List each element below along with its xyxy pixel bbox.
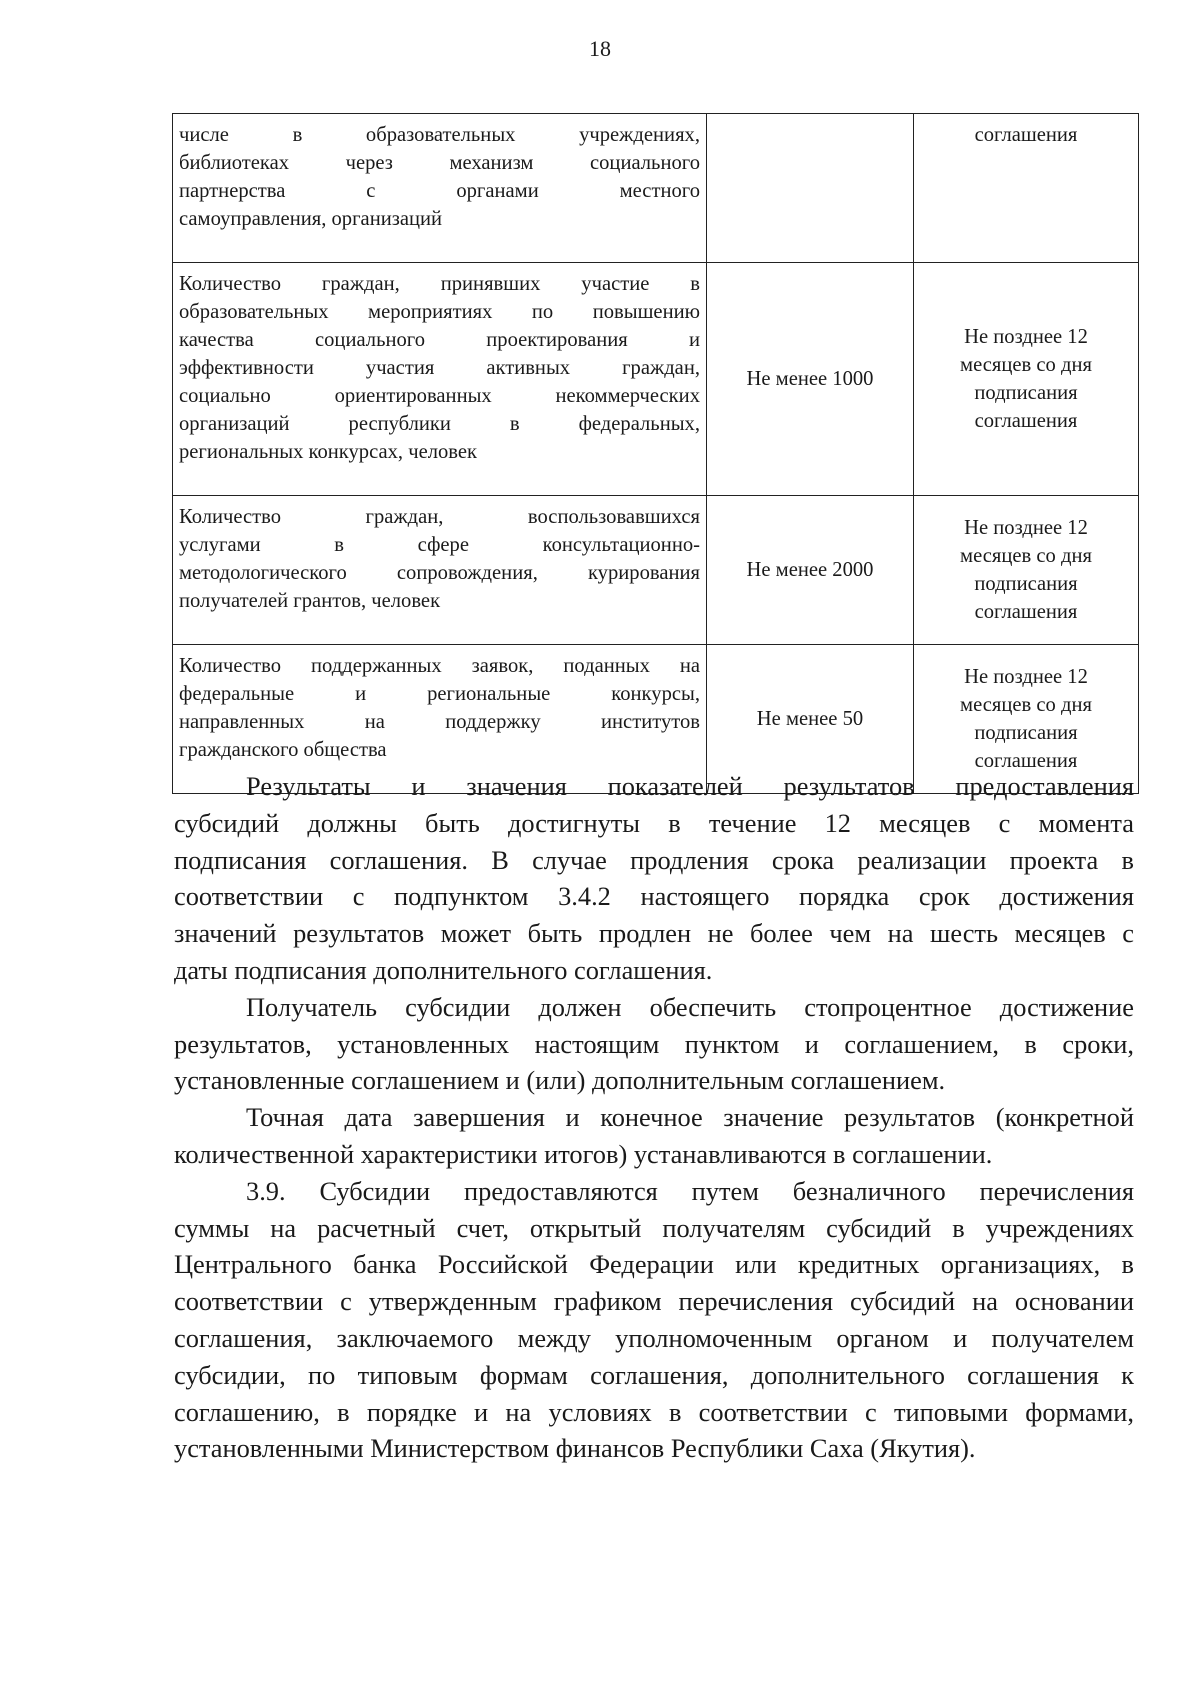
deadline-line: месяцев со дня	[960, 694, 1092, 716]
row-value: Не менее 1000	[707, 263, 914, 496]
deadline-line: месяцев со дня	[960, 354, 1092, 376]
description-line: числе в образовательных учреждениях,	[179, 124, 700, 146]
table-row	[173, 114, 1139, 263]
page-number: 18	[589, 36, 611, 61]
description-line: получателей грантов, человек	[179, 590, 441, 612]
paragraph-line: подписания соглашения. В случае продления срока реализации проекта в	[174, 844, 1134, 875]
paragraph-line: 3.9. Субсидии предоставляются путем безналичного перечисления	[246, 1175, 1134, 1206]
description-line: Количество граждан, принявших участие в	[179, 273, 700, 295]
description-line: гражданского общества	[179, 739, 387, 761]
deadline-line: соглашения	[974, 410, 1078, 432]
deadline-line: соглашения	[974, 601, 1078, 623]
paragraph-line: Центрального банка Российской Федерации или кредитных организациях, в	[174, 1249, 1134, 1280]
description-line: образовательных мероприятиях по повышению	[179, 301, 700, 323]
description-line: партнерства с органами местного	[179, 180, 700, 202]
paragraph-results-deadline	[174, 768, 1134, 989]
paragraph-line: субсидий должны быть достигнуты в течение 12 месяцев с момента	[174, 807, 1134, 838]
paragraph-line: результатов, установленных настоящим пунктом и соглашением, в сроки,	[174, 1028, 1134, 1059]
description-line: библиотеках через механизм социального	[179, 152, 700, 174]
row-value	[707, 114, 914, 263]
description-line: федеральные и региональные конкурсы,	[179, 683, 700, 705]
paragraph-line: значений результатов может быть продлен не более чем на шесть месяцев с	[174, 918, 1134, 949]
row-value: Не менее 2000	[707, 496, 914, 645]
description-line: региональных конкурсах, человек	[179, 441, 478, 463]
paragraph-line: Точная дата завершения и конечное значение результатов (конкретной	[246, 1102, 1134, 1133]
paragraph-line: соглашения, заключаемого между уполномоченным органом и получателем	[174, 1322, 1134, 1353]
deadline-line: месяцев со дня	[960, 545, 1092, 567]
description-line: эффективности участия активных граждан,	[179, 357, 700, 379]
results-table	[172, 113, 1139, 794]
paragraph-line: количественной характеристики итогов) устанавливаются в соглашении.	[174, 1138, 993, 1169]
row-description	[173, 263, 707, 496]
row-description	[173, 496, 707, 645]
description-line: Количество поддержанных заявок, поданных на	[179, 655, 700, 677]
paragraph-line: даты подписания дополнительного соглашения.	[174, 954, 713, 985]
paragraph-line: установленными Министерством финансов Республики Саха (Якутия).	[174, 1433, 976, 1464]
row-deadline	[914, 114, 1139, 263]
row-description	[173, 114, 707, 263]
body-text	[174, 768, 1134, 1467]
row-deadline	[914, 496, 1139, 645]
description-line: социально ориентированных некоммерческих	[179, 385, 700, 407]
description-line: направленных на поддержку институтов	[179, 711, 700, 733]
paragraph-line: Получатель субсидии должен обеспечить стопроцентное достижение	[246, 991, 1134, 1022]
description-line: самоуправления, организаций	[179, 208, 443, 230]
row-deadline	[914, 263, 1139, 496]
description-line: услугами в сфере консультационно-	[179, 534, 700, 556]
deadline-line: соглашения	[974, 124, 1078, 146]
paragraph-line: соглашению, в порядке и на условиях в соответствии с типовыми формами,	[174, 1396, 1134, 1427]
paragraph-section-3-9	[174, 1173, 1134, 1467]
deadline-line: подписания	[974, 382, 1078, 404]
paragraph-line: установленные соглашением и (или) дополнительным соглашением.	[174, 1065, 946, 1096]
deadline-line: Не позднее 12	[964, 517, 1088, 539]
row-value: Не менее 50	[707, 645, 914, 794]
paragraph-line: Результаты и значения показателей результатов предоставления	[246, 771, 1134, 801]
paragraph-recipient-obligation	[174, 989, 1134, 1099]
deadline-line: соглашения	[974, 750, 1078, 772]
table-row	[173, 496, 1139, 645]
paragraph-line: соответствии с утвержденным графиком перечисления субсидий на основании	[174, 1286, 1134, 1317]
description-line: Количество граждан, воспользовавшихся	[179, 506, 700, 528]
paragraph-exact-date	[174, 1099, 1134, 1173]
deadline-line: подписания	[974, 722, 1078, 744]
deadline-line: Не позднее 12	[964, 326, 1088, 348]
table-row	[173, 263, 1139, 496]
description-line: качества социального проектирования и	[179, 329, 700, 351]
paragraph-line: суммы на расчетный счет, открытый получателям субсидий в учреждениях	[174, 1212, 1134, 1243]
deadline-line: Не позднее 12	[964, 666, 1088, 688]
description-line: организаций республики в федеральных,	[179, 413, 700, 435]
description-line: методологического сопровождения, курирования	[179, 562, 700, 584]
paragraph-line: субсидии, по типовым формам соглашения, дополнительного соглашения к	[174, 1359, 1134, 1390]
paragraph-line: соответствии с подпунктом 3.4.2 настоящего порядка срок достижения	[174, 881, 1134, 912]
deadline-line: подписания	[974, 573, 1078, 595]
